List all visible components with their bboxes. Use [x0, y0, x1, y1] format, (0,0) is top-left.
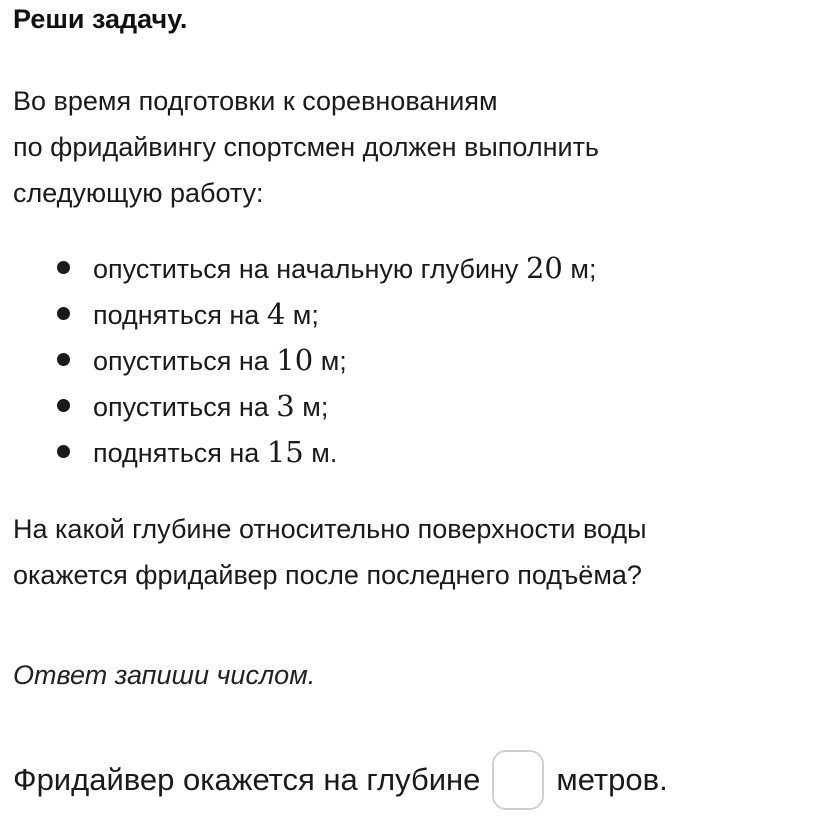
step-text: опуститься на — [93, 392, 269, 422]
step-text: опуститься на — [93, 346, 269, 376]
step-value: 4 — [266, 297, 286, 331]
task-intro — [13, 78, 803, 216]
step-value: 20 — [525, 251, 563, 285]
answer-input[interactable] — [492, 750, 544, 810]
step-unit: м; — [302, 392, 329, 422]
step-unit: м; — [292, 300, 319, 330]
step-unit: м; — [570, 254, 597, 284]
step-text: подняться на — [93, 300, 260, 330]
step-item — [13, 337, 596, 383]
question-line: На какой глубине относительно поверхности воды — [13, 514, 647, 544]
intro-line: следующую работу: — [13, 178, 264, 208]
answer-suffix: метров. — [556, 762, 668, 797]
step-unit: м; — [320, 346, 347, 376]
step-value: 15 — [266, 435, 304, 469]
intro-line: Во время подготовки к соревнованиям — [13, 86, 498, 116]
answer-prefix: Фридайвер окажется на глубине — [13, 762, 481, 797]
step-unit: м. — [311, 438, 338, 468]
task-title: Реши задачу. — [13, 4, 188, 34]
step-item — [13, 291, 596, 337]
step-item — [13, 383, 596, 429]
question-line: окажется фридайвер после последнего подъёма? — [13, 560, 642, 590]
step-value: 3 — [276, 389, 295, 423]
answer-hint: Ответ запиши числом. — [13, 660, 316, 690]
step-value: 10 — [276, 343, 314, 377]
bullet-icon — [57, 261, 70, 274]
step-item — [13, 429, 596, 475]
intro-line: по фридайвингу спортсмен должен выполнить — [13, 132, 599, 162]
bullet-icon — [57, 445, 70, 458]
step-item — [13, 245, 596, 291]
steps-list — [13, 245, 596, 475]
bullet-icon — [57, 307, 70, 320]
answer-sentence — [13, 748, 668, 812]
task-question — [13, 506, 818, 598]
bullet-icon — [57, 399, 70, 412]
bullet-icon — [57, 353, 70, 366]
step-text: подняться на — [93, 438, 260, 468]
step-text: опуститься на начальную глубину — [93, 254, 519, 284]
